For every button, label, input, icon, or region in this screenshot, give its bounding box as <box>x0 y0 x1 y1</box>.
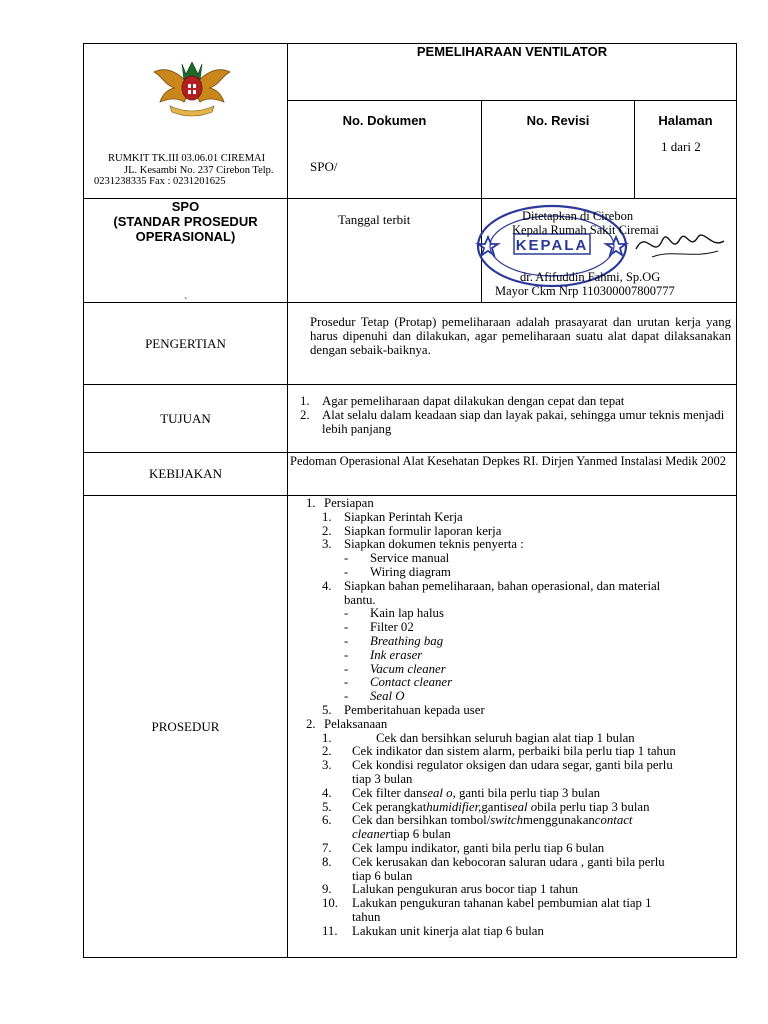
list-number: 8. <box>322 854 332 869</box>
list-text: Breathing bag <box>370 633 444 648</box>
list-item <box>298 732 736 746</box>
list-continuation: tiap 3 bulan <box>352 771 413 786</box>
dash-bullet: - <box>344 620 349 635</box>
list-item <box>298 814 736 828</box>
list-item <box>298 745 736 759</box>
list-number: 3. <box>322 758 332 773</box>
list-text: ganti <box>481 799 507 814</box>
list-item <box>298 897 736 911</box>
spo-title-cell <box>84 199 288 308</box>
list-text: Service manual <box>370 551 450 566</box>
list-number: 1. <box>306 496 316 510</box>
sign-rank: Mayor Ckm Nrp 110300007800777 <box>495 284 675 298</box>
list-number: 1. <box>322 730 332 745</box>
list-continuation: tahun <box>352 909 381 924</box>
hospital-eagle-logo-icon <box>152 58 232 118</box>
list-item <box>298 787 736 801</box>
list-item <box>298 580 736 594</box>
list-number: 3. <box>322 537 332 552</box>
tujuan-content-cell <box>288 385 737 453</box>
section-title: Persiapan <box>324 496 374 510</box>
list-text-italic: switch <box>490 813 523 828</box>
list-text: , ganti bila perlu tiap 3 bulan <box>452 785 601 800</box>
dash-bullet: - <box>344 564 349 579</box>
list-text: Lakukan pengukuran tahanan kabel pembumian alat tiap 1 <box>352 896 652 911</box>
list-text: Pemberitahuan kepada user <box>344 702 485 717</box>
pengertian-label: PENGERTIAN <box>84 303 288 385</box>
list-number: 2. <box>300 408 310 422</box>
hospital-address <box>94 153 290 188</box>
list-text-italic: seal o <box>506 799 538 814</box>
tanggal-terbit-cell <box>288 199 482 303</box>
list-text: bila perlu tiap 3 bulan <box>537 799 650 814</box>
list-item <box>298 649 736 663</box>
list-item <box>298 842 736 856</box>
list-item <box>298 801 736 815</box>
dash-bullet: - <box>344 606 349 621</box>
list-item <box>298 704 736 718</box>
list-text: Cek perangkat <box>352 799 427 814</box>
dash-bullet: - <box>344 675 349 690</box>
tujuan-label: TUJUAN <box>84 385 288 453</box>
list-item <box>298 607 736 621</box>
sign-location: Ditetapkan di Cirebon <box>522 209 634 223</box>
list-item <box>298 676 736 690</box>
list-item <box>298 538 736 552</box>
spo-line: OPERASIONAL) <box>135 229 236 244</box>
list-number: 2. <box>322 523 332 538</box>
list-number: 5. <box>322 702 332 717</box>
sign-position: Kepala Rumah Sakit Ciremai <box>512 223 659 237</box>
spo-line: (STANDAR PROSEDUR <box>113 214 258 229</box>
list-text: Kain lap halus <box>370 606 444 621</box>
kebijakan-text: Pedoman Operasional Alat Kesehatan Depkes RI. Dirjen Yanmed Instalasi Medik 2002 <box>290 454 727 468</box>
list-text-italic: humidifier, <box>426 799 482 814</box>
halaman-cell <box>635 101 737 199</box>
list-text: Vacum cleaner <box>370 661 446 676</box>
list-text: Cek indikator dan sistem alarm, perbaiki bila perlu tiap 1 tahun <box>352 744 676 759</box>
list-text: Cek kerusakan dan kebocoran saluran udara , ganti bila perlu <box>352 854 665 869</box>
list-number: 4. <box>322 578 332 593</box>
list-item <box>298 883 736 897</box>
stamp-text: KEPALA <box>515 237 589 254</box>
dash-bullet: - <box>344 661 349 676</box>
list-text: Cek dan bersihkan seluruh bagian alat tiap 1 bulan <box>376 730 635 745</box>
address-line: JL. Kesambi No. 237 Cirebon Telp. <box>124 164 274 176</box>
list-continuation: tiap 6 bulan <box>352 868 413 883</box>
prosedur-content-cell <box>288 496 737 958</box>
list-item <box>298 635 736 649</box>
kebijakan-content-cell <box>288 453 737 496</box>
list-item <box>298 511 736 525</box>
address-line: 0231238335 Fax : 0231201625 <box>94 176 226 187</box>
document-title: PEMELIHARAAN VENTILATOR <box>288 44 737 101</box>
no-dokumen-cell <box>288 101 482 199</box>
list-continuation: bantu. <box>344 592 376 607</box>
dash-bullet: - <box>344 647 349 662</box>
list-item <box>298 663 736 677</box>
stray-mark: ` <box>184 297 188 308</box>
list-item <box>298 718 736 732</box>
list-text: Cek dan bersihkan tombol/ <box>352 813 491 828</box>
list-text: Cek filter dan <box>352 785 423 800</box>
list-number: 6. <box>322 813 332 828</box>
list-number: 11. <box>322 923 338 938</box>
list-text: Wiring diagram <box>370 564 451 579</box>
list-item <box>300 394 728 408</box>
dash-bullet: - <box>344 689 349 704</box>
sign-name: dr. Afifuddin Fahmi, Sp.OG <box>520 270 661 284</box>
list-text: Siapkan bahan pemeliharaan, bahan operasional, dan material <box>344 578 661 593</box>
list-text: Cek lampu indikator, ganti bila perlu tiap 6 bulan <box>352 840 605 855</box>
list-item <box>298 621 736 635</box>
list-item <box>298 925 736 939</box>
signature-cell <box>482 199 737 303</box>
no-revisi-label: No. Revisi <box>526 113 590 128</box>
list-continuation <box>352 828 736 842</box>
list-number: 4. <box>322 785 332 800</box>
list-item <box>298 759 736 773</box>
pengertian-text: Prosedur Tetap (Protap) pemeliharaan adalah prasayarat dan urutan kerja yang harus dipenuhi dan dilakukan, agar pemeliharaan suatu alat dapat dilaksanakan dengan sebaik-baiknya. <box>310 315 731 357</box>
list-item <box>300 408 728 436</box>
list-number: 5. <box>322 799 332 814</box>
spo-document-table <box>83 43 737 958</box>
list-text-italic: seal o <box>422 785 453 800</box>
list-text-italic: contact <box>594 813 633 828</box>
list-item <box>298 497 736 511</box>
list-item <box>298 566 736 580</box>
list-item <box>298 856 736 870</box>
spo-line: SPO <box>171 199 200 214</box>
dash-bullet: - <box>344 633 349 648</box>
address-line: RUMKIT TK.III 03.06.01 CIREMAI <box>108 153 266 164</box>
list-text: tiap 6 bulan <box>390 827 451 842</box>
header-logo-cell <box>84 44 288 199</box>
no-revisi-cell <box>482 101 635 199</box>
halaman-value: 1 dari 2 <box>661 139 701 154</box>
list-text: menggunakan <box>522 813 595 828</box>
no-dokumen-value: SPO/ <box>310 159 338 174</box>
list-text: Ink eraser <box>370 647 423 662</box>
list-text: Siapkan dokumen teknis penyerta : <box>344 537 524 552</box>
list-text: Lakukan unit kinerja alat tiap 6 bulan <box>352 923 544 938</box>
list-text-italic: cleaner <box>352 827 391 842</box>
list-item <box>298 525 736 539</box>
list-text: Seal O <box>370 689 405 704</box>
pengertian-content-cell <box>288 303 737 385</box>
list-text: Alat selalu dalam keadaan siap dan layak pakai, sehingga umur teknis menjadi lebih panjang <box>322 408 725 436</box>
halaman-label: Halaman <box>658 113 713 128</box>
list-text: Siapkan formulir laporan kerja <box>344 523 502 538</box>
list-number: 1. <box>322 509 332 524</box>
kebijakan-label: KEBIJAKAN <box>84 453 288 496</box>
list-number: 9. <box>322 882 332 897</box>
list-number: 7. <box>322 840 332 855</box>
list-item <box>298 552 736 566</box>
prosedur-label: PROSEDUR <box>84 496 288 958</box>
tanggal-terbit-label: Tanggal terbit <box>338 212 411 227</box>
list-item <box>298 690 736 704</box>
no-dokumen-label: No. Dokumen <box>342 113 427 128</box>
section-title: Pelaksanaan <box>324 716 388 731</box>
list-number: 2. <box>322 744 332 759</box>
list-text: Cek kondisi regulator oksigen dan udara segar, ganti bila perlu <box>352 758 673 773</box>
list-text: Siapkan Perintah Kerja <box>344 509 463 524</box>
list-text: Contact cleaner <box>370 675 453 690</box>
dash-bullet: - <box>344 551 349 566</box>
list-number: 10. <box>322 896 338 911</box>
prosedur-list <box>288 496 736 939</box>
list-number: 2. <box>306 716 316 731</box>
list-text: Filter 02 <box>370 620 414 635</box>
list-number: 1. <box>300 394 310 408</box>
list-text: Lalukan pengukuran arus bocor tiap 1 tahun <box>352 882 579 897</box>
list-text: Agar pemeliharaan dapat dilakukan dengan cepat dan tepat <box>322 394 625 408</box>
